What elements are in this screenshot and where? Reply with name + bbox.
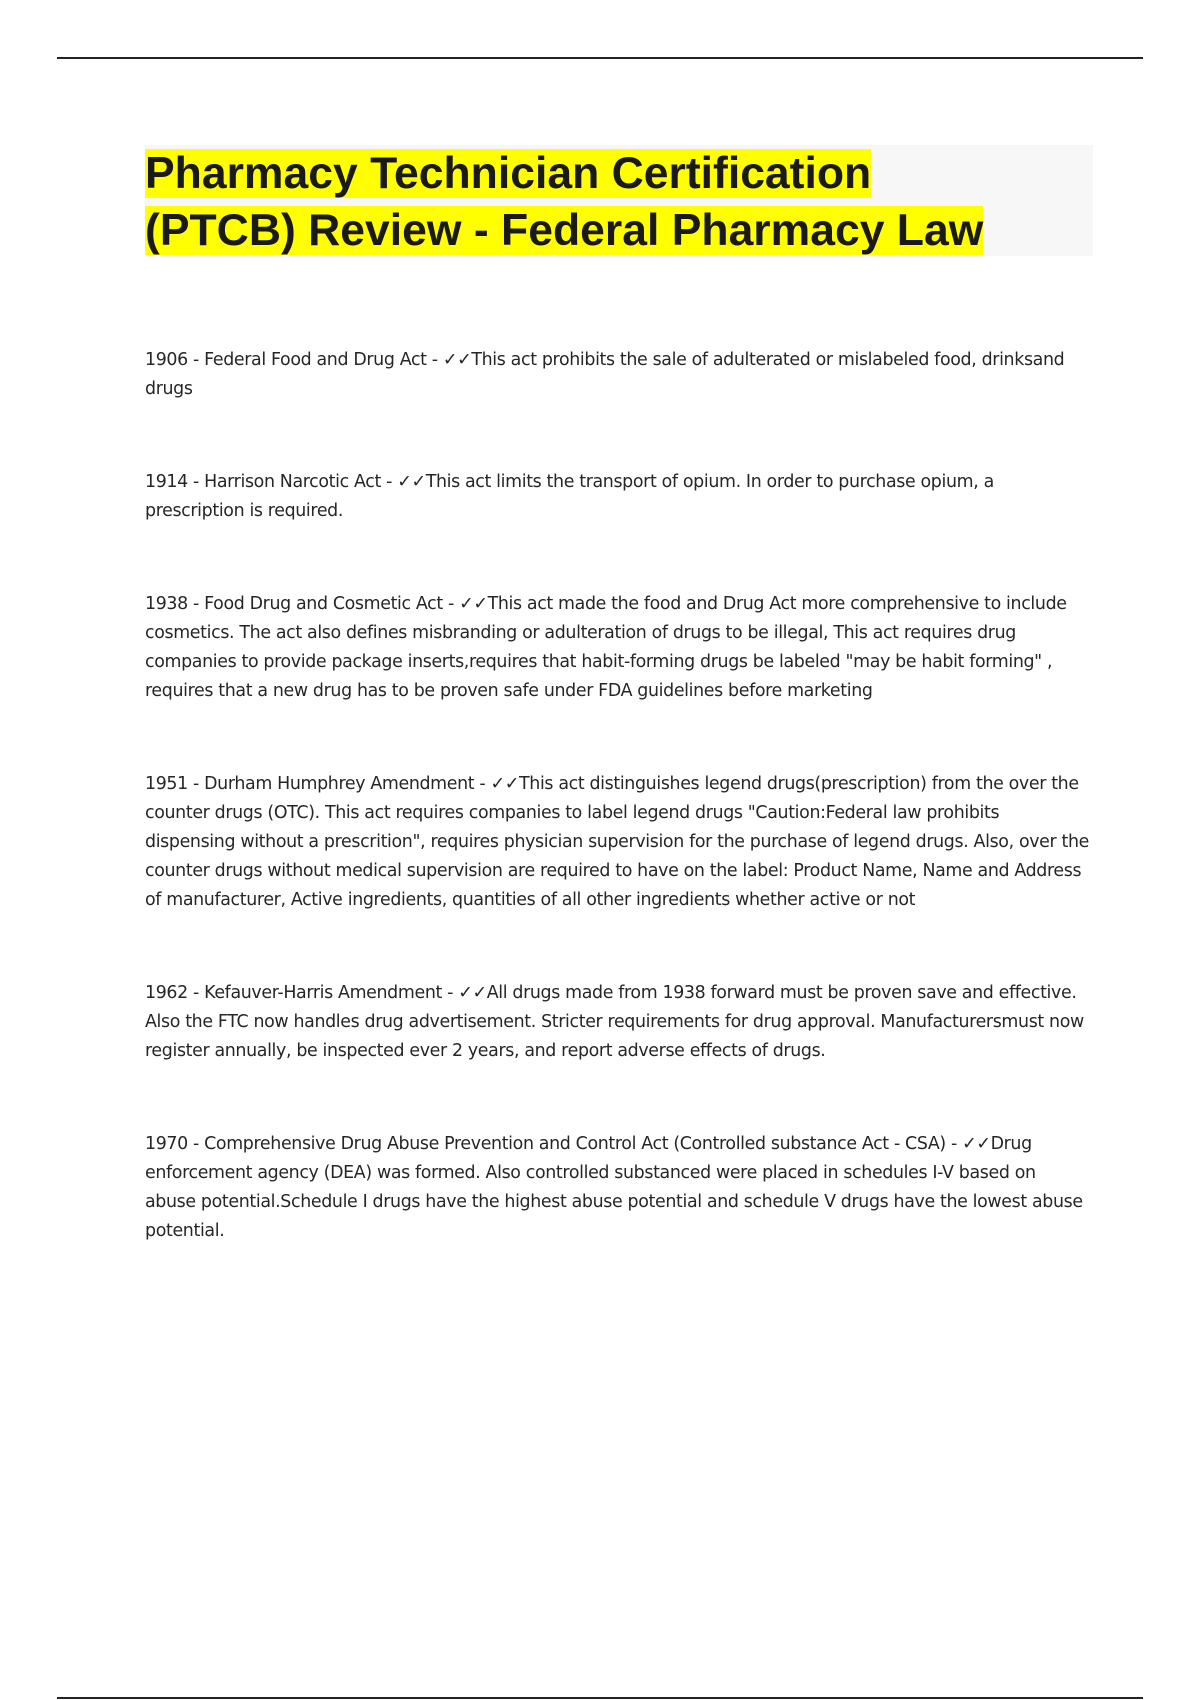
entry-definition: This act distinguishes legend drugs(prescription) from the over the counter drugs (OTC). This act requires companies to label legend drugs "Caution:Federal law prohibits dispensing without a prescrition", requires physician supervision for the purchase of legend drugs. Also, over the counter drugs without medical supervision are required to have on the label: Product Name, Name and Address of manufacturer, Active ingredients, quantities of all other ingredients whether active or not [145, 774, 1089, 910]
entry-term: 1914 - Harrison Narcotic Act - [145, 472, 398, 492]
double-check-icon: ✓✓ [459, 594, 488, 614]
entry-term: 1951 - Durham Humphrey Amendment - [145, 774, 491, 794]
entry-term: 1962 - Kefauver-Harris Amendment - [145, 983, 459, 1003]
entry-term: 1970 - Comprehensive Drug Abuse Prevention and Control Act (Controlled substance Act - CSA) - [145, 1134, 963, 1154]
flashcard-entry-1914 [145, 468, 1090, 526]
entry-term: 1906 - Federal Food and Drug Act - [145, 350, 443, 370]
flashcard-entry-1951 [145, 770, 1090, 915]
flashcard-entry-1906 [145, 346, 1090, 404]
flashcard-entry-1962 [145, 979, 1090, 1066]
entry-term: 1938 - Food Drug and Cosmetic Act - [145, 594, 460, 614]
flashcard-list [145, 346, 1090, 1246]
double-check-icon: ✓✓ [397, 472, 426, 492]
entry-definition: This act limits the transport of opium. In order to purchase opium, a prescription is required. [145, 472, 994, 521]
flashcard-entry-1938 [145, 590, 1090, 706]
title-line-1: Pharmacy Technician Certification [145, 149, 872, 198]
page-title [145, 145, 1093, 259]
bottom-divider [57, 1697, 1143, 1699]
title-line-2: (PTCB) Review - Federal Pharmacy Law [145, 206, 984, 255]
top-divider [57, 57, 1143, 59]
entry-definition: All drugs made from 1938 forward must be proven save and effective. Also the FTC now handles drug advertisement. Stricter requirements for drug approval. Manufacturersmust now register annually, be inspected ever 2 years, and report adverse effects of drugs. [145, 983, 1084, 1061]
entry-definition: This act prohibits the sale of adulterated or mislabeled food, drinksand drugs [145, 350, 1065, 399]
entry-definition: This act made the food and Drug Act more comprehensive to include cosmetics. The act also defines misbranding or adulteration of drugs to be illegal, This act requires drug companies to provide package inserts,requires that habit-forming drugs be labeled "may be habit forming" , requires that a new drug has to be proven safe under FDA guidelines before marketing [145, 594, 1067, 701]
double-check-icon: ✓✓ [490, 774, 519, 794]
title-block [145, 145, 1093, 256]
double-check-icon: ✓✓ [442, 350, 472, 370]
entry-definition: Drug enforcement agency (DEA) was formed. Also controlled substanced were placed in schedules I-V based on abuse potential.Schedule I drugs have the highest abuse potential and schedule V drugs have the lowest abuse potential. [145, 1134, 1083, 1241]
flashcard-entry-1970 [145, 1130, 1090, 1246]
double-check-icon: ✓✓ [962, 1134, 991, 1154]
double-check-icon: ✓✓ [458, 983, 487, 1003]
